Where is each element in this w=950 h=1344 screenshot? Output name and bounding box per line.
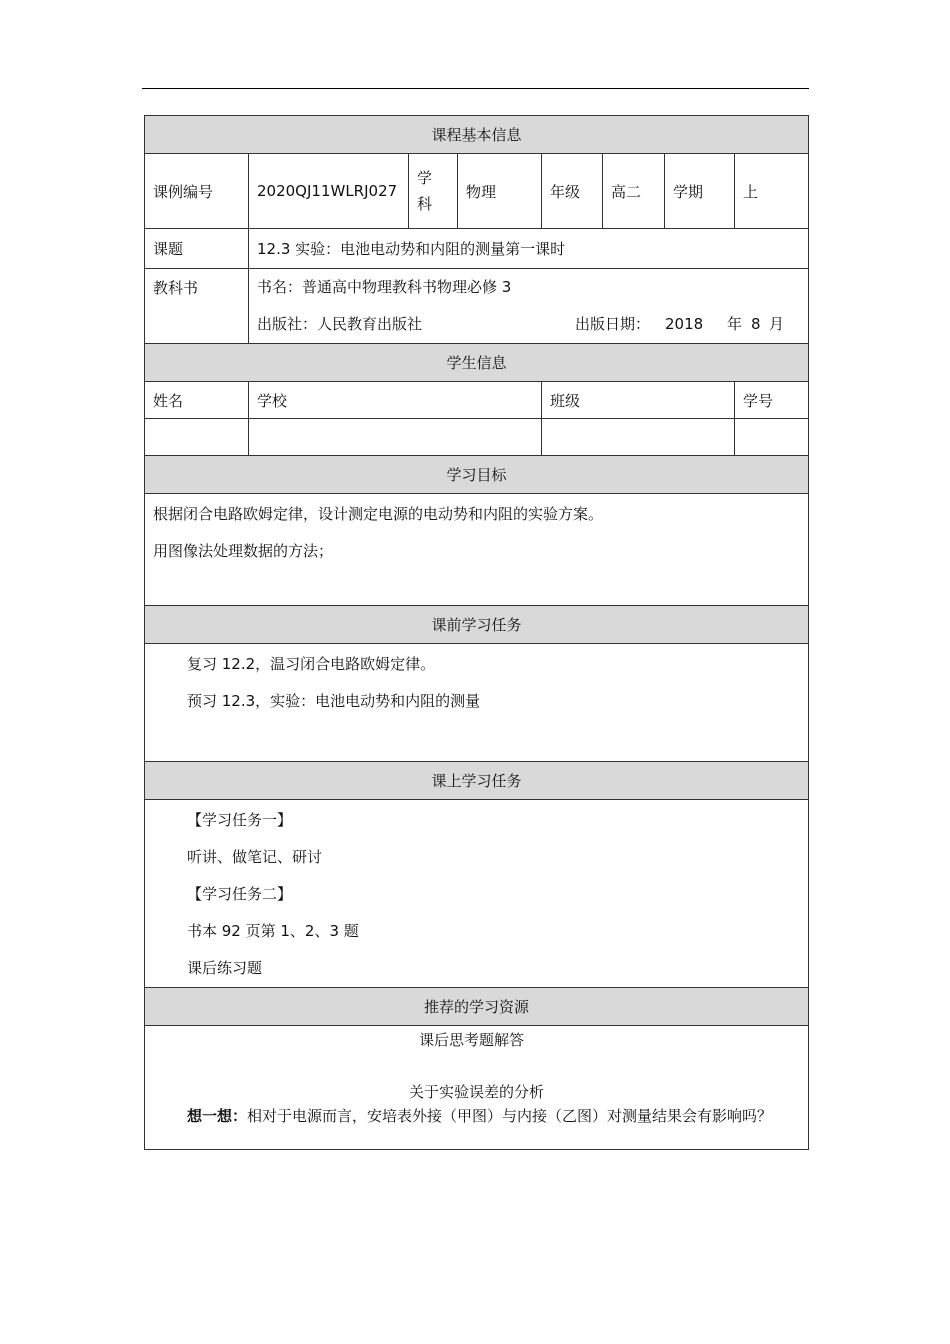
section-header-in-class: 课上学习任务 xyxy=(145,762,809,800)
subject-value: 物理 xyxy=(458,154,542,229)
case-no-value: 2020QJ11WLRJ027 xyxy=(249,154,409,229)
think-text: 相对于电源而言，安培表外接（甲图）与内接（乙图）对测量结果会有影响吗？ xyxy=(247,1107,773,1125)
objective-item: 根据闭合电路欧姆定律，设计测定电源的电动势和内阻的实验方案。 xyxy=(153,505,604,523)
term-value: 上 xyxy=(735,154,809,229)
school-label: 学校 xyxy=(249,382,542,419)
textbook-label: 教科书 xyxy=(145,269,249,344)
name-cell xyxy=(145,419,249,456)
objectives-content xyxy=(145,494,809,606)
textbook-details xyxy=(249,269,809,344)
pre-class-content xyxy=(145,644,809,762)
pub-month: 8 xyxy=(751,315,761,333)
publisher: 出版社：人民教育出版社 xyxy=(257,315,423,333)
in-class-item: 听讲、做笔记、研讨 xyxy=(187,848,323,866)
header-rule xyxy=(142,88,809,89)
topic-value: 12.3 实验：电池电动势和内阻的测量第一课时 xyxy=(249,229,809,269)
pub-date-label: 出版日期： xyxy=(575,315,651,333)
pub-year: 2018 xyxy=(665,315,704,333)
pre-class-item: 预习 12.3，实验：电池电动势和内阻的测量 xyxy=(187,692,481,710)
grade-label: 年级 xyxy=(542,154,603,229)
student-id-cell xyxy=(735,419,809,456)
subject-label-line1: 学 xyxy=(417,169,433,187)
subject-label-line2: 科 xyxy=(417,195,433,213)
course-table xyxy=(144,115,809,1150)
topic-label: 课题 xyxy=(145,229,249,269)
pub-year-char: 年 xyxy=(727,315,743,333)
student-id-label: 学号 xyxy=(735,382,809,419)
in-class-item: 【学习任务一】 xyxy=(187,811,293,829)
objective-item: 用图像法处理数据的方法； xyxy=(153,542,334,560)
section-header-objectives: 学习目标 xyxy=(145,456,809,494)
case-no-label: 课例编号 xyxy=(145,154,249,229)
pre-class-item: 复习 12.2，温习闭合电路欧姆定律。 xyxy=(187,655,436,673)
book-name: 书名：普通高中物理教科书物理必修 3 xyxy=(257,278,512,296)
section-header-resources: 推荐的学习资源 xyxy=(145,988,809,1026)
in-class-item: 【学习任务二】 xyxy=(187,885,293,903)
grade-value: 高二 xyxy=(603,154,665,229)
class-label: 班级 xyxy=(542,382,735,419)
publisher-line xyxy=(257,306,800,343)
subject-label xyxy=(409,154,458,229)
think-question xyxy=(153,1104,800,1128)
in-class-content xyxy=(145,800,809,988)
term-label: 学期 xyxy=(665,154,735,229)
course-info-sheet xyxy=(144,115,808,1150)
resource-subtitle: 关于实验误差的分析 xyxy=(409,1083,545,1101)
in-class-item: 书本 92 页第 1、2、3 题 xyxy=(187,922,359,940)
resources-content xyxy=(145,1026,809,1150)
in-class-item: 课后练习题 xyxy=(187,959,263,977)
school-cell xyxy=(249,419,542,456)
section-header-student-info: 学生信息 xyxy=(145,344,809,382)
name-label: 姓名 xyxy=(145,382,249,419)
class-cell xyxy=(542,419,735,456)
think-label: 想一想： xyxy=(187,1107,248,1125)
pub-month-char: 月 xyxy=(769,315,785,333)
section-header-course-info: 课程基本信息 xyxy=(145,116,809,154)
section-header-pre-class: 课前学习任务 xyxy=(145,606,809,644)
resource-title: 课后思考题解答 xyxy=(419,1031,525,1049)
